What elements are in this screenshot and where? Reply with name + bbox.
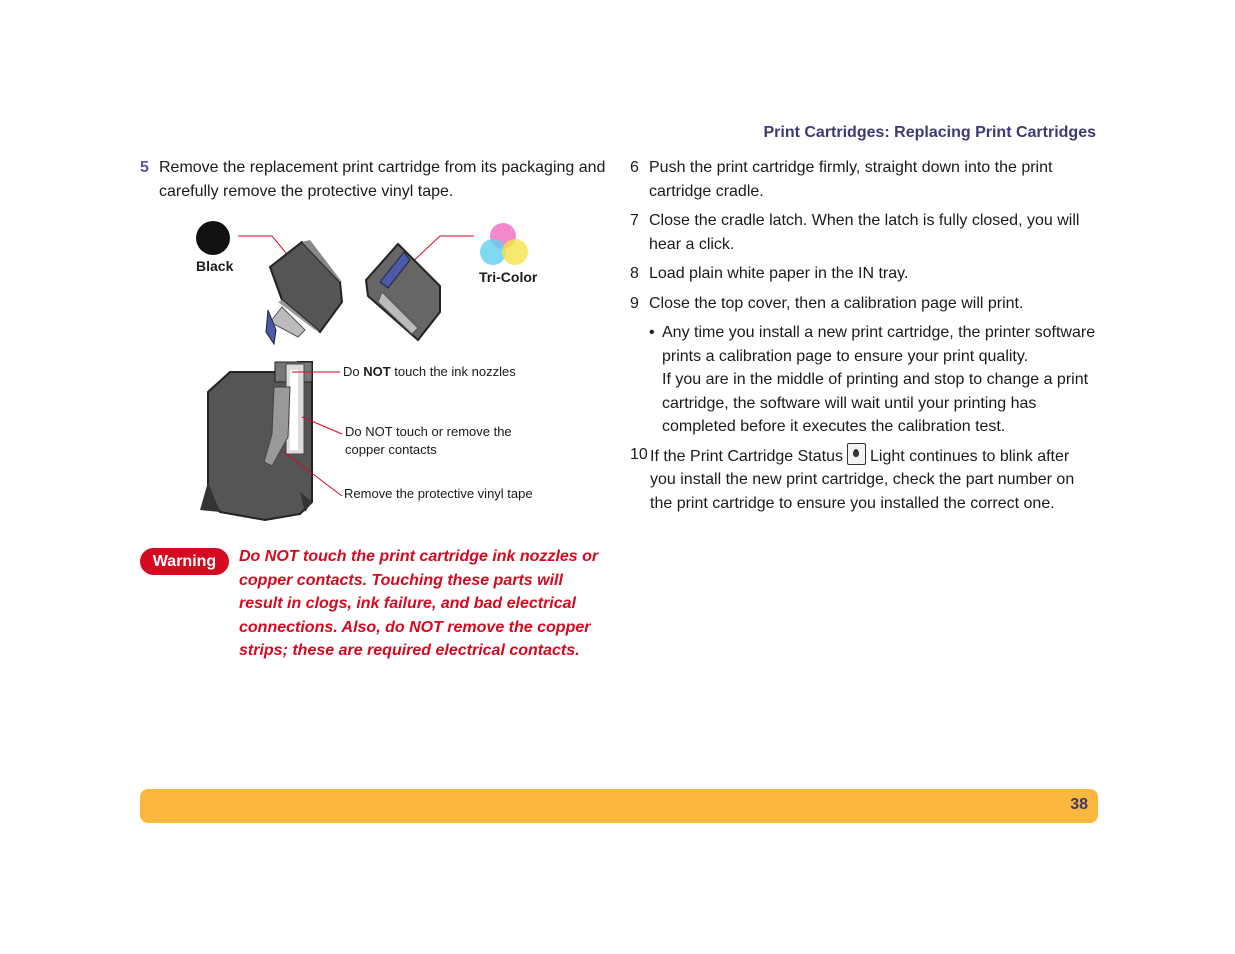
step-text: If the Print Cartridge Status Light continues to blink after you install the new print cartridge, check the part number on the print cartridge to ensure you installed the correct one. <box>650 443 1098 516</box>
step-number: 7 <box>630 212 639 229</box>
black-ink-dot <box>196 221 230 255</box>
callout-ink-nozzles: Do NOT touch the ink nozzles <box>343 364 516 379</box>
step-9 <box>630 292 1098 316</box>
footer-bar <box>140 789 1098 823</box>
bullet-mark: • <box>649 324 655 341</box>
step-5 <box>140 156 610 203</box>
step-8 <box>630 262 1098 286</box>
calibration-note-line1: Any time you install a new print cartridge, the printer software prints a calibration page to ensure your print quality. <box>662 324 1096 365</box>
calibration-note <box>649 321 1098 439</box>
step-number: 10 <box>630 445 648 463</box>
step-number: 8 <box>630 265 639 282</box>
step-text: Remove the replacement print cartridge from its packaging and carefully remove the protective vinyl tape. <box>159 159 606 200</box>
callout-vinyl-tape: Remove the protective vinyl tape <box>344 486 533 501</box>
print-cartridge-status-icon <box>847 443 866 465</box>
step-number: 9 <box>630 294 639 312</box>
callout-copper-contacts: Do NOT touch or remove the copper contacts <box>345 424 512 457</box>
warning-text: Do NOT touch the print cartridge ink nozzles or copper contacts. Touching these parts will result in clogs, ink failure, and bad electrical connections. Also, do NOT remove the copper strips; these are required electrical contacts. <box>239 548 599 659</box>
tricolor-cartridge-label: Tri-Color <box>479 269 538 285</box>
step-text: Load plain white paper in the IN tray. <box>649 265 909 282</box>
right-column <box>630 156 1098 521</box>
large-cartridge <box>200 362 312 520</box>
warning-badge: Warning <box>140 548 229 575</box>
step-text: Push the print cartridge firmly, straight down into the print cartridge cradle. <box>649 159 1053 200</box>
page-number: 38 <box>1070 796 1088 813</box>
tricolor-cartridge <box>366 244 440 340</box>
left-column <box>140 156 610 209</box>
step-text: Close the top cover, then a calibration page will print. <box>649 294 1024 312</box>
step-6 <box>630 156 1098 203</box>
cartridge-illustration <box>190 212 550 527</box>
black-cartridge-label: Black <box>196 258 234 274</box>
step-7 <box>630 209 1098 256</box>
page-header-title: Print Cartridges: Replacing Print Cartridges <box>763 124 1096 141</box>
step-number: 5 <box>140 159 149 176</box>
calibration-note-line2: If you are in the middle of printing and stop to change a print cartridge, the software will wait until your printing has completed before it executes the calibration test. <box>662 371 1089 435</box>
step-text: Close the cradle latch. When the latch is fully closed, you will hear a click. <box>649 212 1080 253</box>
step-number: 6 <box>630 159 639 176</box>
step-10 <box>630 443 1098 516</box>
black-cartridge <box>266 240 342 344</box>
